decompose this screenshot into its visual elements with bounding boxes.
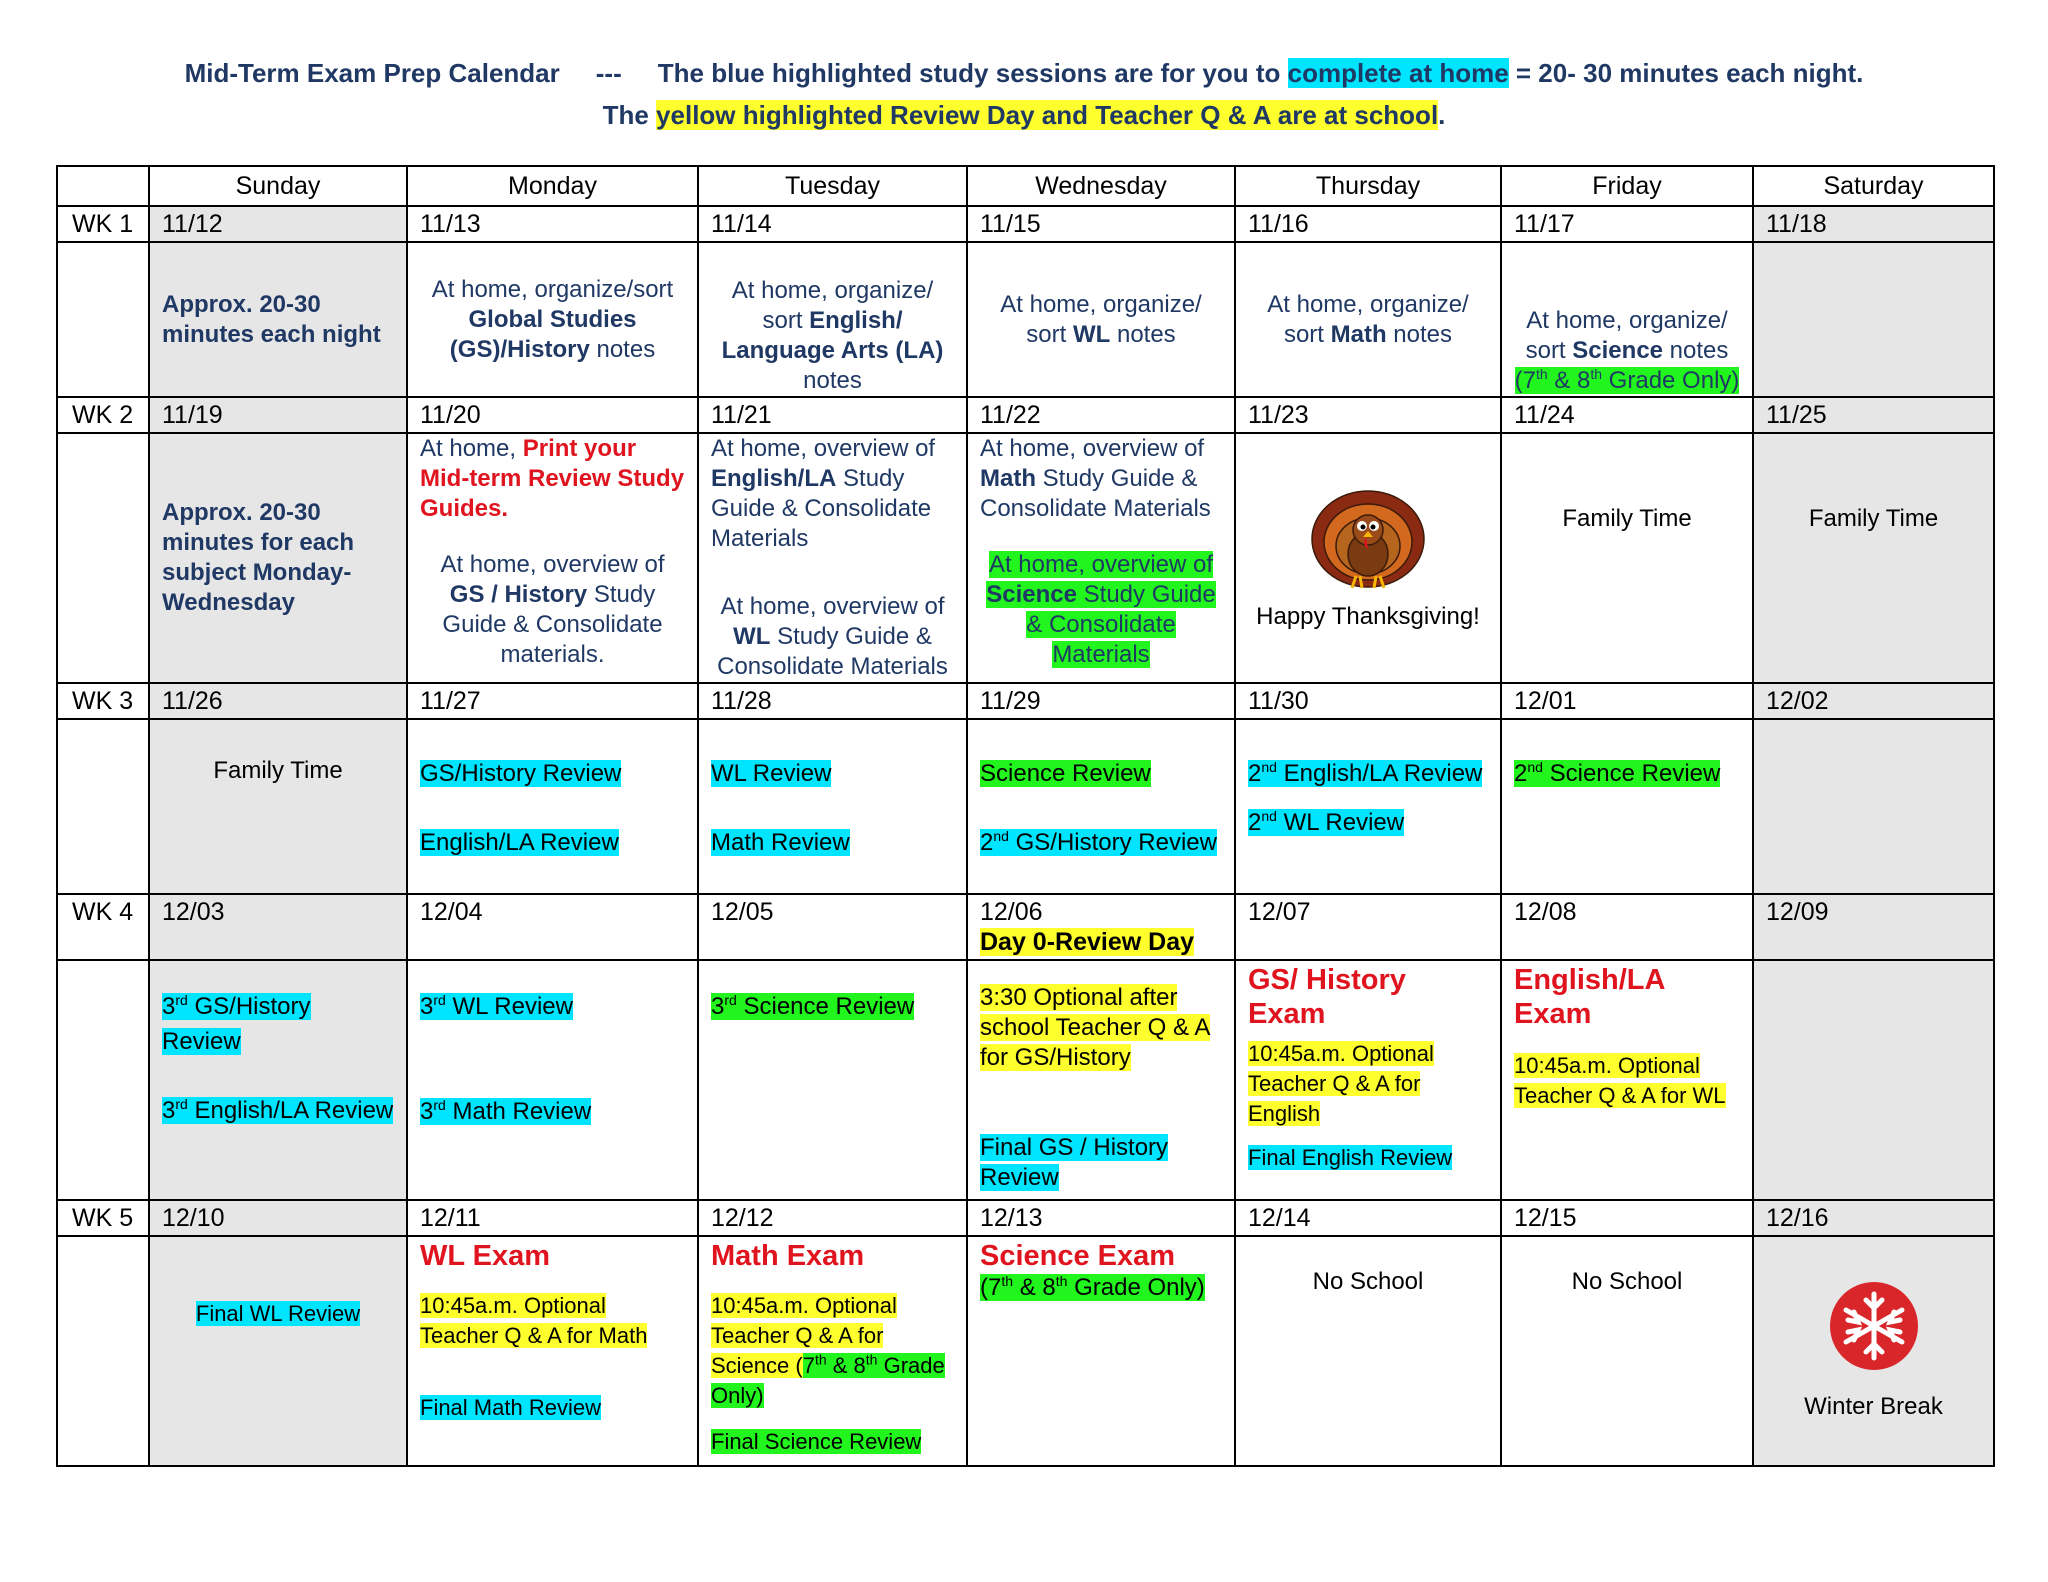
- day-tuesday: Tuesday: [698, 166, 967, 206]
- ordinal: 3: [162, 1097, 176, 1124]
- date-cell: 11/16: [1235, 206, 1501, 242]
- task-text: notes: [1663, 337, 1729, 364]
- day-wednesday: Wednesday: [967, 166, 1235, 206]
- task-text: At home, overview of: [440, 551, 665, 578]
- task-subject: English/LA: [711, 465, 837, 492]
- week-5-friday-note: No School: [1501, 1236, 1753, 1466]
- review-item: [711, 993, 914, 1020]
- grade-text: & 8: [1013, 1274, 1056, 1301]
- week-2-date-row: [57, 397, 1994, 433]
- week-2-wednesday-task: [967, 433, 1235, 683]
- week-label: WK 3: [57, 683, 149, 719]
- date-cell: 12/03: [149, 894, 407, 960]
- task-subject: GS / History: [449, 581, 588, 608]
- review-text: GS/History Review: [162, 993, 311, 1055]
- week-2-sunday-note: Approx. 20-30 minutes for each subject Monday-Wednesday: [149, 433, 407, 683]
- week-4-date-row: [57, 894, 1994, 960]
- ordinal: 2: [1248, 760, 1262, 787]
- week-2-saturday-note: Family Time: [1753, 433, 1994, 683]
- date-cell: 11/12: [149, 206, 407, 242]
- calendar-table: [56, 165, 1995, 1467]
- grade-text: Grade Only): [711, 1353, 945, 1408]
- ordinal-sup: rd: [433, 1097, 446, 1113]
- review-item: [1514, 760, 1720, 787]
- spacer: [420, 1273, 685, 1291]
- header-line-2: [0, 94, 2048, 136]
- week-3-sunday-note: Family Time: [149, 719, 407, 894]
- task-text: Study Guide & Consolidate Materials: [980, 465, 1211, 522]
- ordinal-sup: rd: [175, 992, 188, 1008]
- week-1-friday-task: [1501, 242, 1753, 397]
- review-text: GS/History Review: [1008, 829, 1217, 856]
- page-header: [0, 52, 2048, 136]
- week-2-content-row: [57, 433, 1994, 683]
- week-spacer: [57, 433, 149, 683]
- snowflake-icon: [1766, 1280, 1981, 1380]
- spacer: [711, 791, 954, 825]
- week-1-date-row: [57, 206, 1994, 242]
- date-cell: 11/19: [149, 397, 407, 433]
- task-text: Study Guide & Consolidate Materials: [717, 623, 948, 680]
- week-3-tuesday-reviews: [698, 719, 967, 894]
- spacer: [711, 1411, 954, 1427]
- day-monday: Monday: [407, 166, 698, 206]
- task-text: At home, overview of: [711, 435, 936, 462]
- final-review-item: Final GS / History Review: [980, 1134, 1169, 1191]
- ordinal: 3: [420, 993, 434, 1020]
- date-cell: 11/28: [698, 683, 967, 719]
- week-label: WK 1: [57, 206, 149, 242]
- spacer: [980, 524, 1222, 550]
- ordinal-sup: nd: [993, 828, 1009, 844]
- task-subject: Science: [1572, 337, 1664, 364]
- week-label: WK 5: [57, 1200, 149, 1236]
- date-cell: 12/13: [967, 1200, 1235, 1236]
- date-cell: 12/14: [1235, 1200, 1501, 1236]
- date-text: 12/06: [980, 898, 1043, 926]
- exam-title: Science Exam: [980, 1240, 1176, 1272]
- exam-title: English/LA Exam: [1514, 964, 1665, 1030]
- task-text: Study Guide & Consolidate Materials: [711, 465, 932, 552]
- date-cell: 12/09: [1753, 894, 1994, 960]
- review-item: Science Review: [980, 760, 1151, 787]
- task-text: At home, organize/ sort: [1525, 307, 1728, 364]
- grade-sup: th: [1055, 1273, 1068, 1289]
- ordinal-sup: rd: [724, 992, 737, 1008]
- task-subject: Global Studies (GS)/History: [449, 305, 637, 363]
- header-line-2-start: The: [602, 100, 657, 130]
- week-spacer: [57, 719, 149, 894]
- task-block: [711, 592, 954, 682]
- task-text: At home, organize/ sort: [1267, 290, 1469, 348]
- date-cell: 11/27: [407, 683, 698, 719]
- teacher-qa-note: 10:45a.m. Optional Teacher Q & A for WL: [1514, 1053, 1726, 1108]
- task-text: At home,: [420, 435, 523, 462]
- week-5-saturday-break: [1753, 1236, 1994, 1466]
- date-cell: 12/15: [1501, 1200, 1753, 1236]
- week-1-saturday-empty: [1753, 242, 1994, 397]
- date-cell: 11/24: [1501, 397, 1753, 433]
- day-header-row: [57, 166, 1994, 206]
- date-cell: 11/13: [407, 206, 698, 242]
- week-5-thursday-note: No School: [1235, 1236, 1501, 1466]
- week-3-monday-reviews: [407, 719, 698, 894]
- week-2-thursday-holiday: [1235, 433, 1501, 683]
- task-text: At home, organize/ sort: [1000, 290, 1202, 348]
- winter-break-label: Winter Break: [1804, 1393, 1943, 1420]
- ordinal-sup: nd: [1261, 808, 1277, 824]
- header-line-2-end: .: [1438, 100, 1446, 130]
- ordinal: 2: [1248, 809, 1262, 836]
- week-4-thursday-exam: [1235, 960, 1501, 1200]
- exam-title: Math Exam: [711, 1240, 865, 1272]
- review-item: [1248, 760, 1482, 787]
- teacher-qa-note: 10:45a.m. Optional Teacher Q & A for Math: [420, 1293, 648, 1348]
- spacer: [420, 1351, 685, 1393]
- task-block: [420, 550, 685, 670]
- week-spacer: [57, 1236, 149, 1466]
- week-5-monday-exam: [407, 1236, 698, 1466]
- review-item: [162, 1097, 393, 1124]
- grade-sup: th: [814, 1351, 827, 1368]
- task-subject: Math: [980, 465, 1036, 492]
- date-cell: 12/12: [698, 1200, 967, 1236]
- week-3-friday-reviews: [1501, 719, 1753, 894]
- header-blue-note: The blue highlighted study sessions are for you to: [657, 58, 1288, 88]
- task-text: notes: [1386, 320, 1453, 348]
- ordinal-sup: nd: [1527, 759, 1543, 775]
- turkey-icon: [1248, 484, 1488, 602]
- week-2-friday-note: Family Time: [1501, 433, 1753, 683]
- spacer: [420, 791, 685, 825]
- review-item: [420, 993, 573, 1020]
- date-cell: 12/04: [407, 894, 698, 960]
- day-sunday: Sunday: [149, 166, 407, 206]
- day-thursday: Thursday: [1235, 166, 1501, 206]
- print-guides-note: Print your Mid-term Review Study Guides.: [420, 435, 685, 522]
- week-5-date-row: [57, 1200, 1994, 1236]
- date-cell: 11/14: [698, 206, 967, 242]
- header-line-1: [0, 52, 2048, 94]
- header-minutes-note: = 20- 30 minutes each night.: [1508, 58, 1864, 88]
- week-label: WK 2: [57, 397, 149, 433]
- review-text: WL Review: [445, 993, 573, 1020]
- ordinal: 2: [980, 829, 994, 856]
- corner-cell: [57, 166, 149, 206]
- week-spacer: [57, 960, 149, 1200]
- grade-text: & 8: [1547, 367, 1591, 394]
- week-1-wednesday-task: [967, 242, 1235, 397]
- review-item: [980, 829, 1217, 856]
- task-text: At home, overview of: [988, 551, 1214, 578]
- exam-title: WL Exam: [420, 1240, 551, 1272]
- date-cell: 12/16: [1753, 1200, 1994, 1236]
- ordinal-sup: nd: [1261, 759, 1277, 775]
- date-cell: 11/17: [1501, 206, 1753, 242]
- task-text: At home, overview of: [720, 593, 945, 620]
- spacer: [1248, 1031, 1488, 1039]
- teacher-qa-note: [711, 1293, 945, 1408]
- task-text: notes: [803, 367, 862, 394]
- spacer: [420, 524, 685, 550]
- task-text: Study Guide & Consolidate Materials: [1026, 581, 1216, 668]
- week-1-sunday-note: Approx. 20-30 minutes each night: [149, 242, 407, 397]
- week-5-tuesday-exam: [698, 1236, 967, 1466]
- review-item: WL Review: [711, 760, 832, 787]
- ordinal: 3: [162, 993, 176, 1020]
- week-1-tuesday-task: [698, 242, 967, 397]
- spacer: [711, 554, 954, 592]
- review-item: [420, 1098, 591, 1125]
- review-text: English/LA Review: [187, 1097, 394, 1124]
- week-label: WK 4: [57, 894, 149, 960]
- review-text: WL Review: [1276, 809, 1405, 836]
- grade-text: & 8: [826, 1353, 866, 1378]
- final-review-item: Final English Review: [1248, 1145, 1453, 1170]
- grade-text: (7: [1514, 367, 1536, 394]
- ordinal: 3: [711, 993, 725, 1020]
- date-cell: 12/01: [1501, 683, 1753, 719]
- spacer: [980, 791, 1222, 825]
- date-cell: 12/05: [698, 894, 967, 960]
- grade-sup: th: [1535, 366, 1548, 382]
- ordinal-sup: rd: [433, 992, 446, 1008]
- week-5-content-row: [57, 1236, 1994, 1466]
- header-blue-highlight: complete at home: [1287, 58, 1509, 88]
- date-cell: 12/07: [1235, 894, 1501, 960]
- review-day-label: Day 0-Review Day: [980, 928, 1195, 956]
- grade-text: 7: [802, 1353, 815, 1378]
- date-cell-review-day: [967, 894, 1235, 960]
- grade-note: [980, 1274, 1205, 1301]
- grade-text: Grade Only): [1067, 1274, 1205, 1301]
- calendar-title: Mid-Term Exam Prep Calendar: [184, 58, 560, 88]
- week-3-thursday-reviews: [1235, 719, 1501, 894]
- spacer: [980, 1073, 1222, 1133]
- week-3-content-row: [57, 719, 1994, 894]
- teacher-qa-note: 10:45a.m. Optional Teacher Q & A for English: [1248, 1041, 1434, 1126]
- week-4-saturday-empty: [1753, 960, 1994, 1200]
- grade-sup: th: [865, 1351, 878, 1368]
- task-text: At home, overview of: [980, 435, 1205, 462]
- final-review-item: Final WL Review: [195, 1301, 361, 1326]
- date-cell: 12/02: [1753, 683, 1994, 719]
- review-item: [1248, 809, 1404, 836]
- date-cell: 11/29: [967, 683, 1235, 719]
- date-cell: 11/25: [1753, 397, 1994, 433]
- qa-text: 10:45a.m. Optional Teacher Q & A for Science (: [711, 1293, 897, 1378]
- day-friday: Friday: [1501, 166, 1753, 206]
- date-cell: 11/22: [967, 397, 1235, 433]
- week-4-sunday-reviews: [149, 960, 407, 1200]
- week-5-wednesday-exam: [967, 1236, 1235, 1466]
- week-4-tuesday-review: [698, 960, 967, 1200]
- spacer: [1248, 791, 1488, 805]
- task-subject: English/ Language Arts (LA): [721, 307, 944, 364]
- week-4-monday-reviews: [407, 960, 698, 1200]
- green-highlight: [986, 551, 1215, 668]
- review-item: English/LA Review: [420, 829, 619, 856]
- teacher-qa-note: 3:30 Optional after school Teacher Q & A for GS/History: [980, 984, 1211, 1071]
- date-cell: 11/20: [407, 397, 698, 433]
- review-item: [162, 993, 311, 1055]
- review-item: GS/History Review: [420, 760, 622, 787]
- date-cell: 11/26: [149, 683, 407, 719]
- exam-title: GS/ History Exam: [1248, 964, 1406, 1030]
- grade-text: (7: [980, 1274, 1002, 1301]
- week-4-friday-exam: [1501, 960, 1753, 1200]
- ordinal: 3: [420, 1098, 434, 1125]
- week-2-monday-task: [407, 433, 698, 683]
- date-cell: 12/11: [407, 1200, 698, 1236]
- week-1-monday-task: [407, 242, 698, 397]
- task-subject: Science: [986, 581, 1077, 608]
- review-item: Math Review: [711, 829, 850, 856]
- date-cell: 12/08: [1501, 894, 1753, 960]
- task-text: notes: [589, 335, 656, 363]
- review-text: Science Review: [1542, 760, 1721, 787]
- day-saturday: Saturday: [1753, 166, 1994, 206]
- task-subject: WL: [733, 623, 771, 650]
- task-text: notes: [1110, 320, 1176, 348]
- date-cell: 11/30: [1235, 683, 1501, 719]
- week-5-sunday-review: [149, 1236, 407, 1466]
- week-3-date-row: [57, 683, 1994, 719]
- spacer: [711, 1273, 954, 1291]
- ordinal-sup: rd: [175, 1096, 188, 1112]
- task-block: [980, 550, 1222, 670]
- review-text: English/LA Review: [1276, 760, 1483, 787]
- week-spacer: [57, 242, 149, 397]
- grade-note: [1515, 367, 1740, 394]
- task-text: At home, organize/ sort: [731, 277, 934, 334]
- spacer: [162, 1059, 394, 1093]
- date-cell: 11/23: [1235, 397, 1501, 433]
- task-text: Study Guide & Consolidate materials.: [442, 581, 663, 668]
- review-text: Science Review: [736, 993, 915, 1020]
- spacer: [420, 1024, 685, 1094]
- grade-sup: th: [1001, 1273, 1014, 1289]
- header-separator: ---: [595, 58, 622, 88]
- date-cell: 12/10: [149, 1200, 407, 1236]
- final-review-item: Final Science Review: [711, 1429, 922, 1454]
- thanksgiving-label: Happy Thanksgiving!: [1256, 603, 1480, 630]
- week-4-wednesday-qa: [967, 960, 1235, 1200]
- week-1-content-row: [57, 242, 1994, 397]
- spacer: [1248, 1129, 1488, 1143]
- week-1-thursday-task: [1235, 242, 1501, 397]
- review-text: Math Review: [445, 1098, 592, 1125]
- ordinal: 2: [1514, 760, 1528, 787]
- date-cell: 11/18: [1753, 206, 1994, 242]
- grade-text: Grade Only): [1602, 367, 1740, 394]
- date-cell: 11/15: [967, 206, 1235, 242]
- week-2-tuesday-task: [698, 433, 967, 683]
- task-subject: WL: [1072, 320, 1111, 348]
- grade-sup: th: [1590, 366, 1603, 382]
- header-yellow-highlight: yellow highlighted Review Day and Teacher Q & A are at school: [656, 100, 1439, 130]
- week-3-saturday-empty: [1753, 719, 1994, 894]
- date-cell: 11/21: [698, 397, 967, 433]
- final-review-item: Final Math Review: [420, 1395, 601, 1420]
- week-3-wednesday-reviews: [967, 719, 1235, 894]
- week-4-content-row: [57, 960, 1994, 1200]
- spacer: [1514, 1031, 1740, 1051]
- task-text: At home, organize/sort: [431, 275, 674, 303]
- task-subject: Math: [1330, 320, 1387, 348]
